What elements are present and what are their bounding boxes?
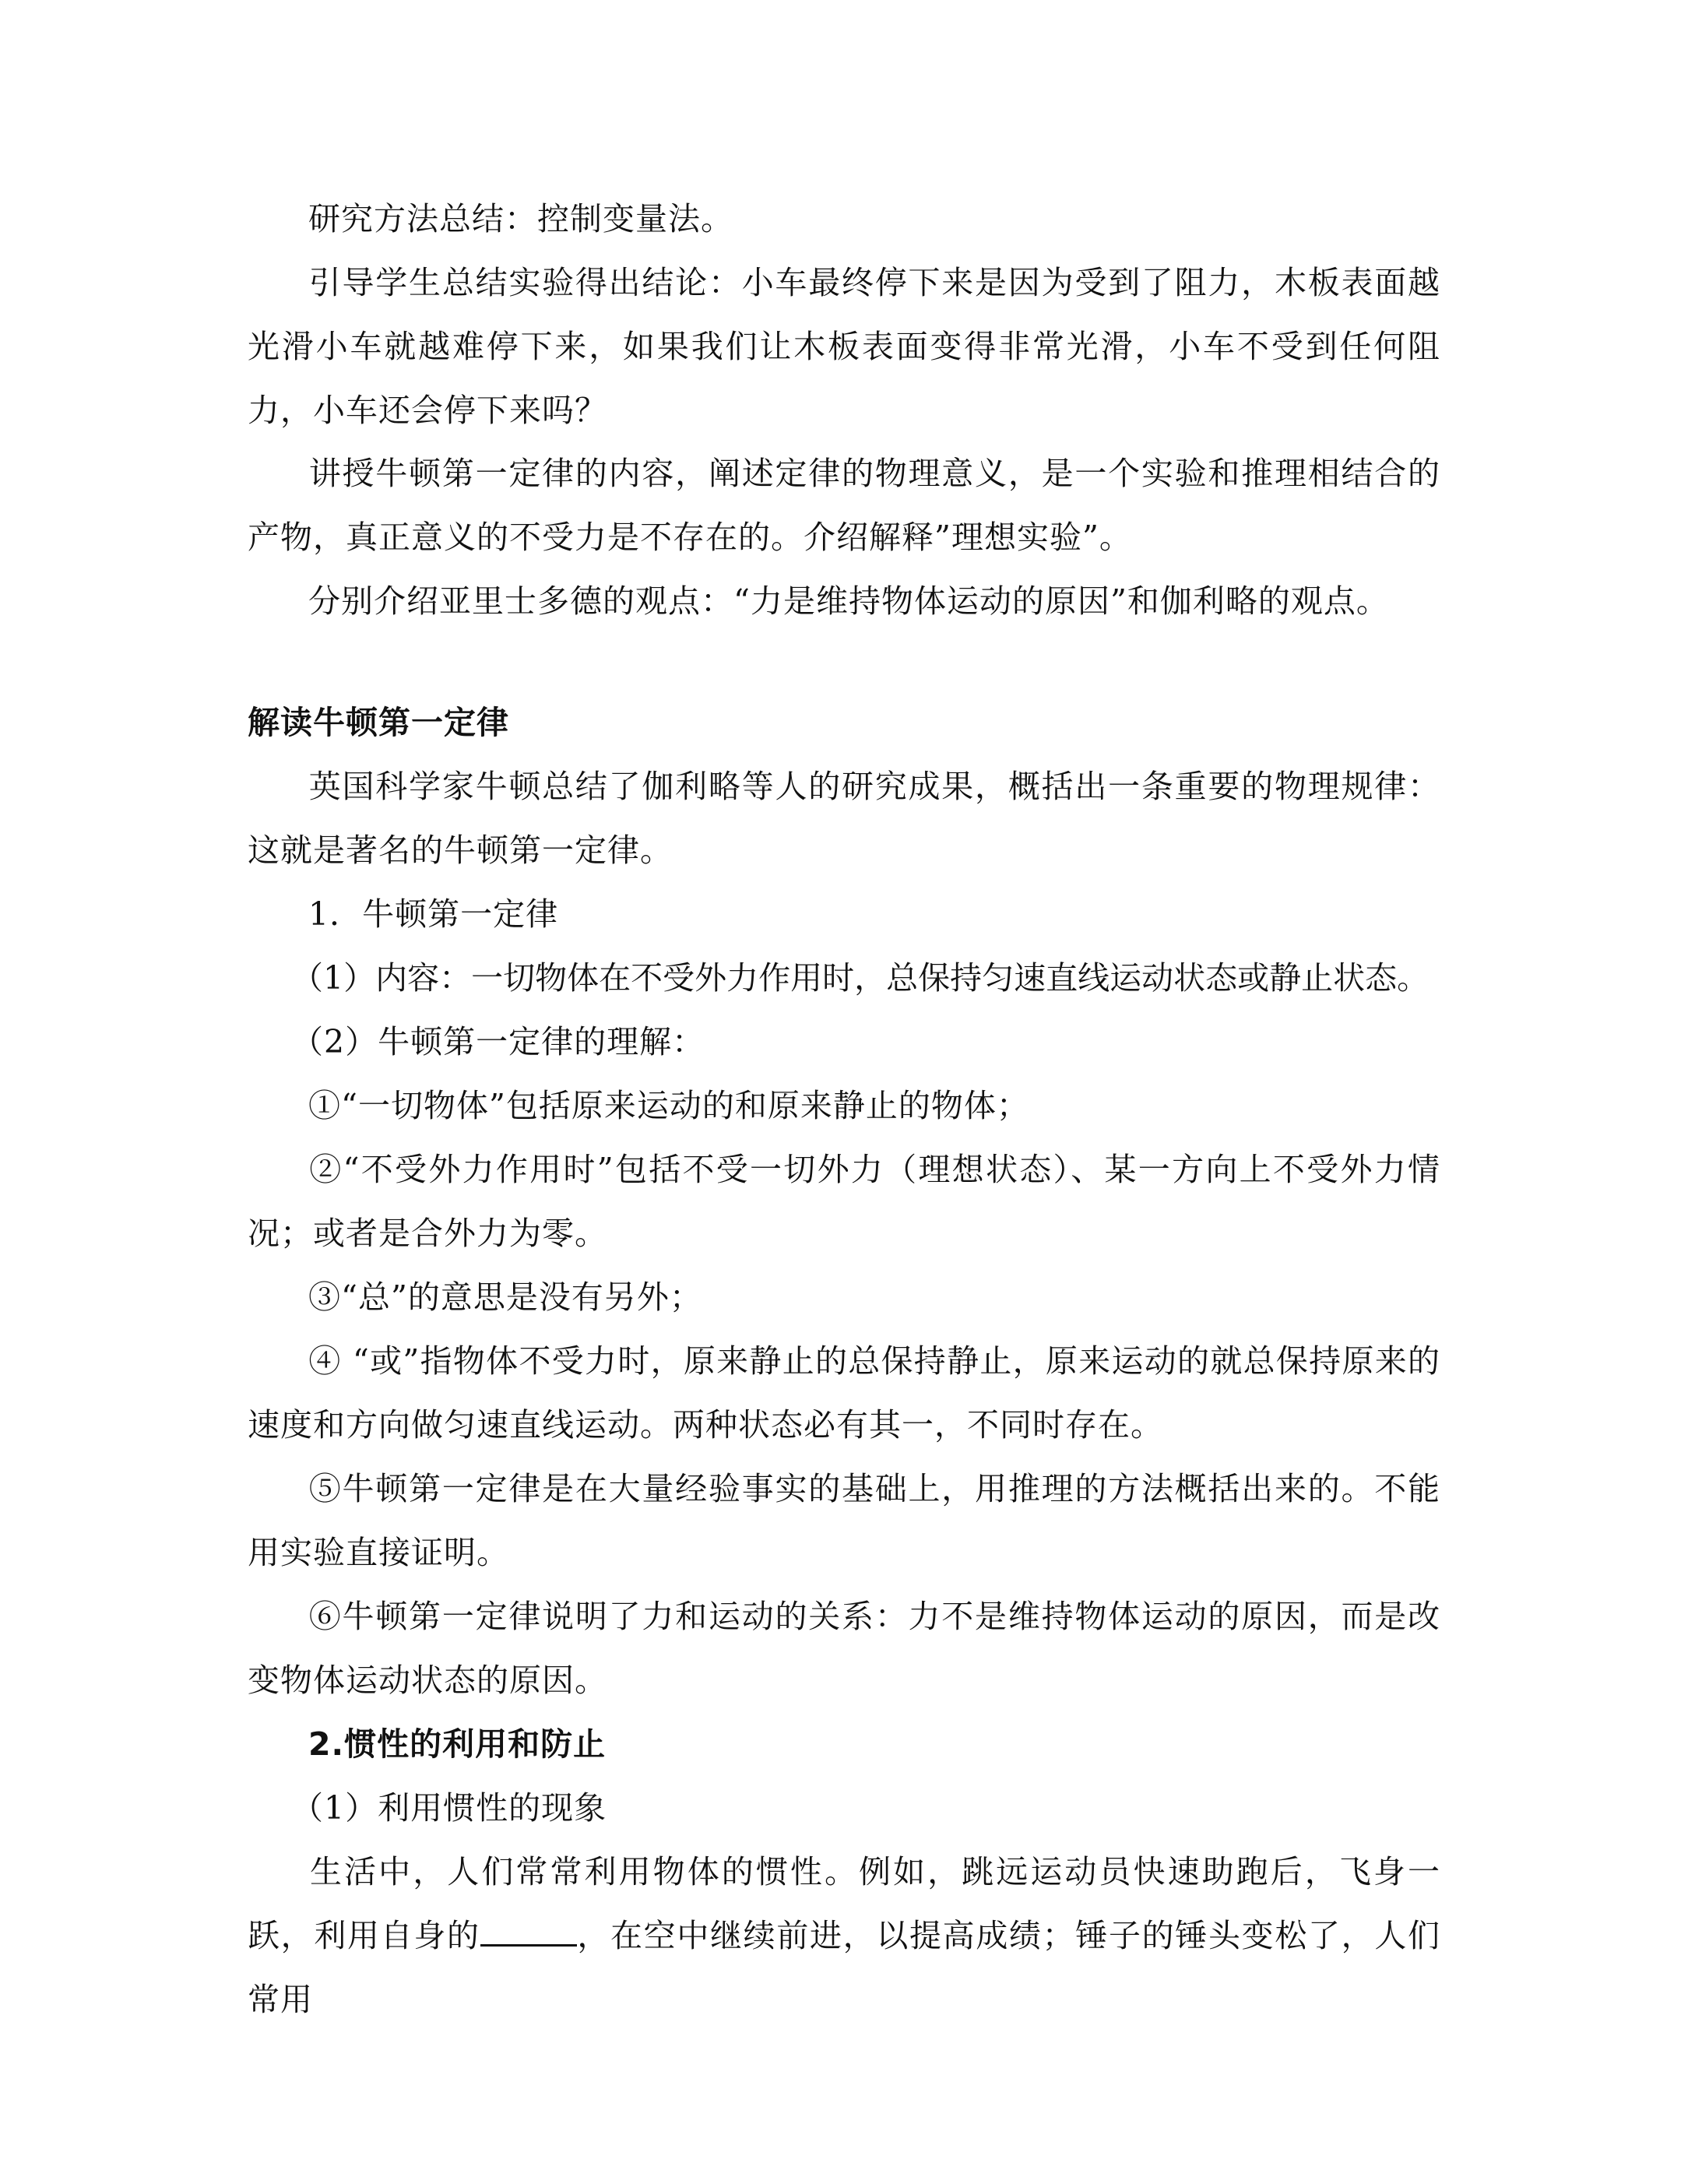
- paragraph-conclusion: [248, 251, 1440, 442]
- paragraph-text-continued: ，在空中继续前进，以提高成绩；锤子的锤头变松了，人们常用: [248, 1917, 1441, 2018]
- paragraph-text: 生活中，人们常常利用物体的惯性。例如，跳远运动员快速助跑后，飞身一跃，利用自身的: [248, 1853, 1440, 1954]
- paragraph-newton-law-teaching: [248, 441, 1440, 569]
- paragraph-aristotle-galileo: [248, 569, 1440, 633]
- paragraph-text: 引导学生总结实验得出结论：小车最终停下来是因为受到了阻力，木板表面越光滑小车就越难停下来，如果我们让木板表面变得非常光滑，小车不受到任何阻力，小车还会停下来吗？: [248, 264, 1440, 429]
- list-item-text: ②“不受外力作用时”包括不受一切外力（理想状态）、某一方向上不受外力情况；或者是合外力为零。: [248, 1151, 1440, 1252]
- fill-in-blank[interactable]: [480, 1915, 577, 1947]
- heading-text: 解读牛顿第一定律: [248, 704, 509, 741]
- list-item-c4: [248, 1329, 1440, 1457]
- list-item-c1: [248, 1074, 1440, 1138]
- list-item-text: （1）内容：一切物体在不受外力作用时，总保持匀速直线运动状态或静止状态。: [291, 959, 1430, 997]
- list-item-text: ①“一切物体”包括原来运动的和原来静止的物体；: [308, 1087, 1029, 1124]
- paragraph-newton-intro: [248, 754, 1440, 882]
- list-item-text: 1．牛顿第一定律: [308, 895, 559, 933]
- list-item-c3: [248, 1265, 1440, 1329]
- section-heading: [248, 691, 1440, 754]
- list-item-text: 2.惯性的利用和防止: [308, 1725, 607, 1763]
- paragraph-text: 英国科学家牛顿总结了伽利略等人的研究成果，概括出一条重要的物理规律：这就是著名的牛顿第一定律。: [248, 768, 1440, 869]
- list-item-text: ④ “或”指物体不受力时，原来静止的总保持静止，原来运动的就总保持原来的速度和方向做匀速直线运动。两种状态必有其一，不同时存在。: [248, 1342, 1440, 1444]
- paragraph-method-summary: [248, 187, 1440, 251]
- list-item-text: （1）利用惯性的现象: [291, 1789, 607, 1827]
- list-item-2-heading: [248, 1712, 1440, 1776]
- list-item-text: （2）牛顿第一定律的理解：: [291, 1023, 705, 1060]
- paragraph-text: 研究方法总结：控制变量法。: [308, 200, 733, 237]
- list-item-1-1: [248, 946, 1493, 1010]
- list-item-c2: [248, 1138, 1440, 1265]
- list-item-text: ⑥牛顿第一定律说明了力和运动的关系：力不是维持物体运动的原因，而是改变物体运动状态的原因。: [248, 1598, 1440, 1699]
- list-item-c6: [248, 1584, 1440, 1712]
- paragraph-text: 讲授牛顿第一定律的内容，阐述定律的物理意义，是一个实验和推理相结合的产物，真正意义的不受力是不存在的。介绍解释”理想实验”。: [248, 455, 1440, 556]
- list-item-text: ③“总”的意思是没有另外；: [308, 1278, 702, 1316]
- list-item-1: [248, 882, 1440, 946]
- paragraph-text: 分别介绍亚里士多德的观点：“力是维持物体运动的原因”和伽利略的观点。: [308, 582, 1389, 620]
- list-item-text: ⑤牛顿第一定律是在大量经验事实的基础上，用推理的方法概括出来的。不能用实验直接证明。: [248, 1470, 1440, 1571]
- paragraph-inertia-usage: [248, 1840, 1440, 2031]
- list-item-c5: [248, 1457, 1440, 1584]
- list-item-2-1: [248, 1776, 1440, 1840]
- list-item-1-2: [248, 1010, 1440, 1074]
